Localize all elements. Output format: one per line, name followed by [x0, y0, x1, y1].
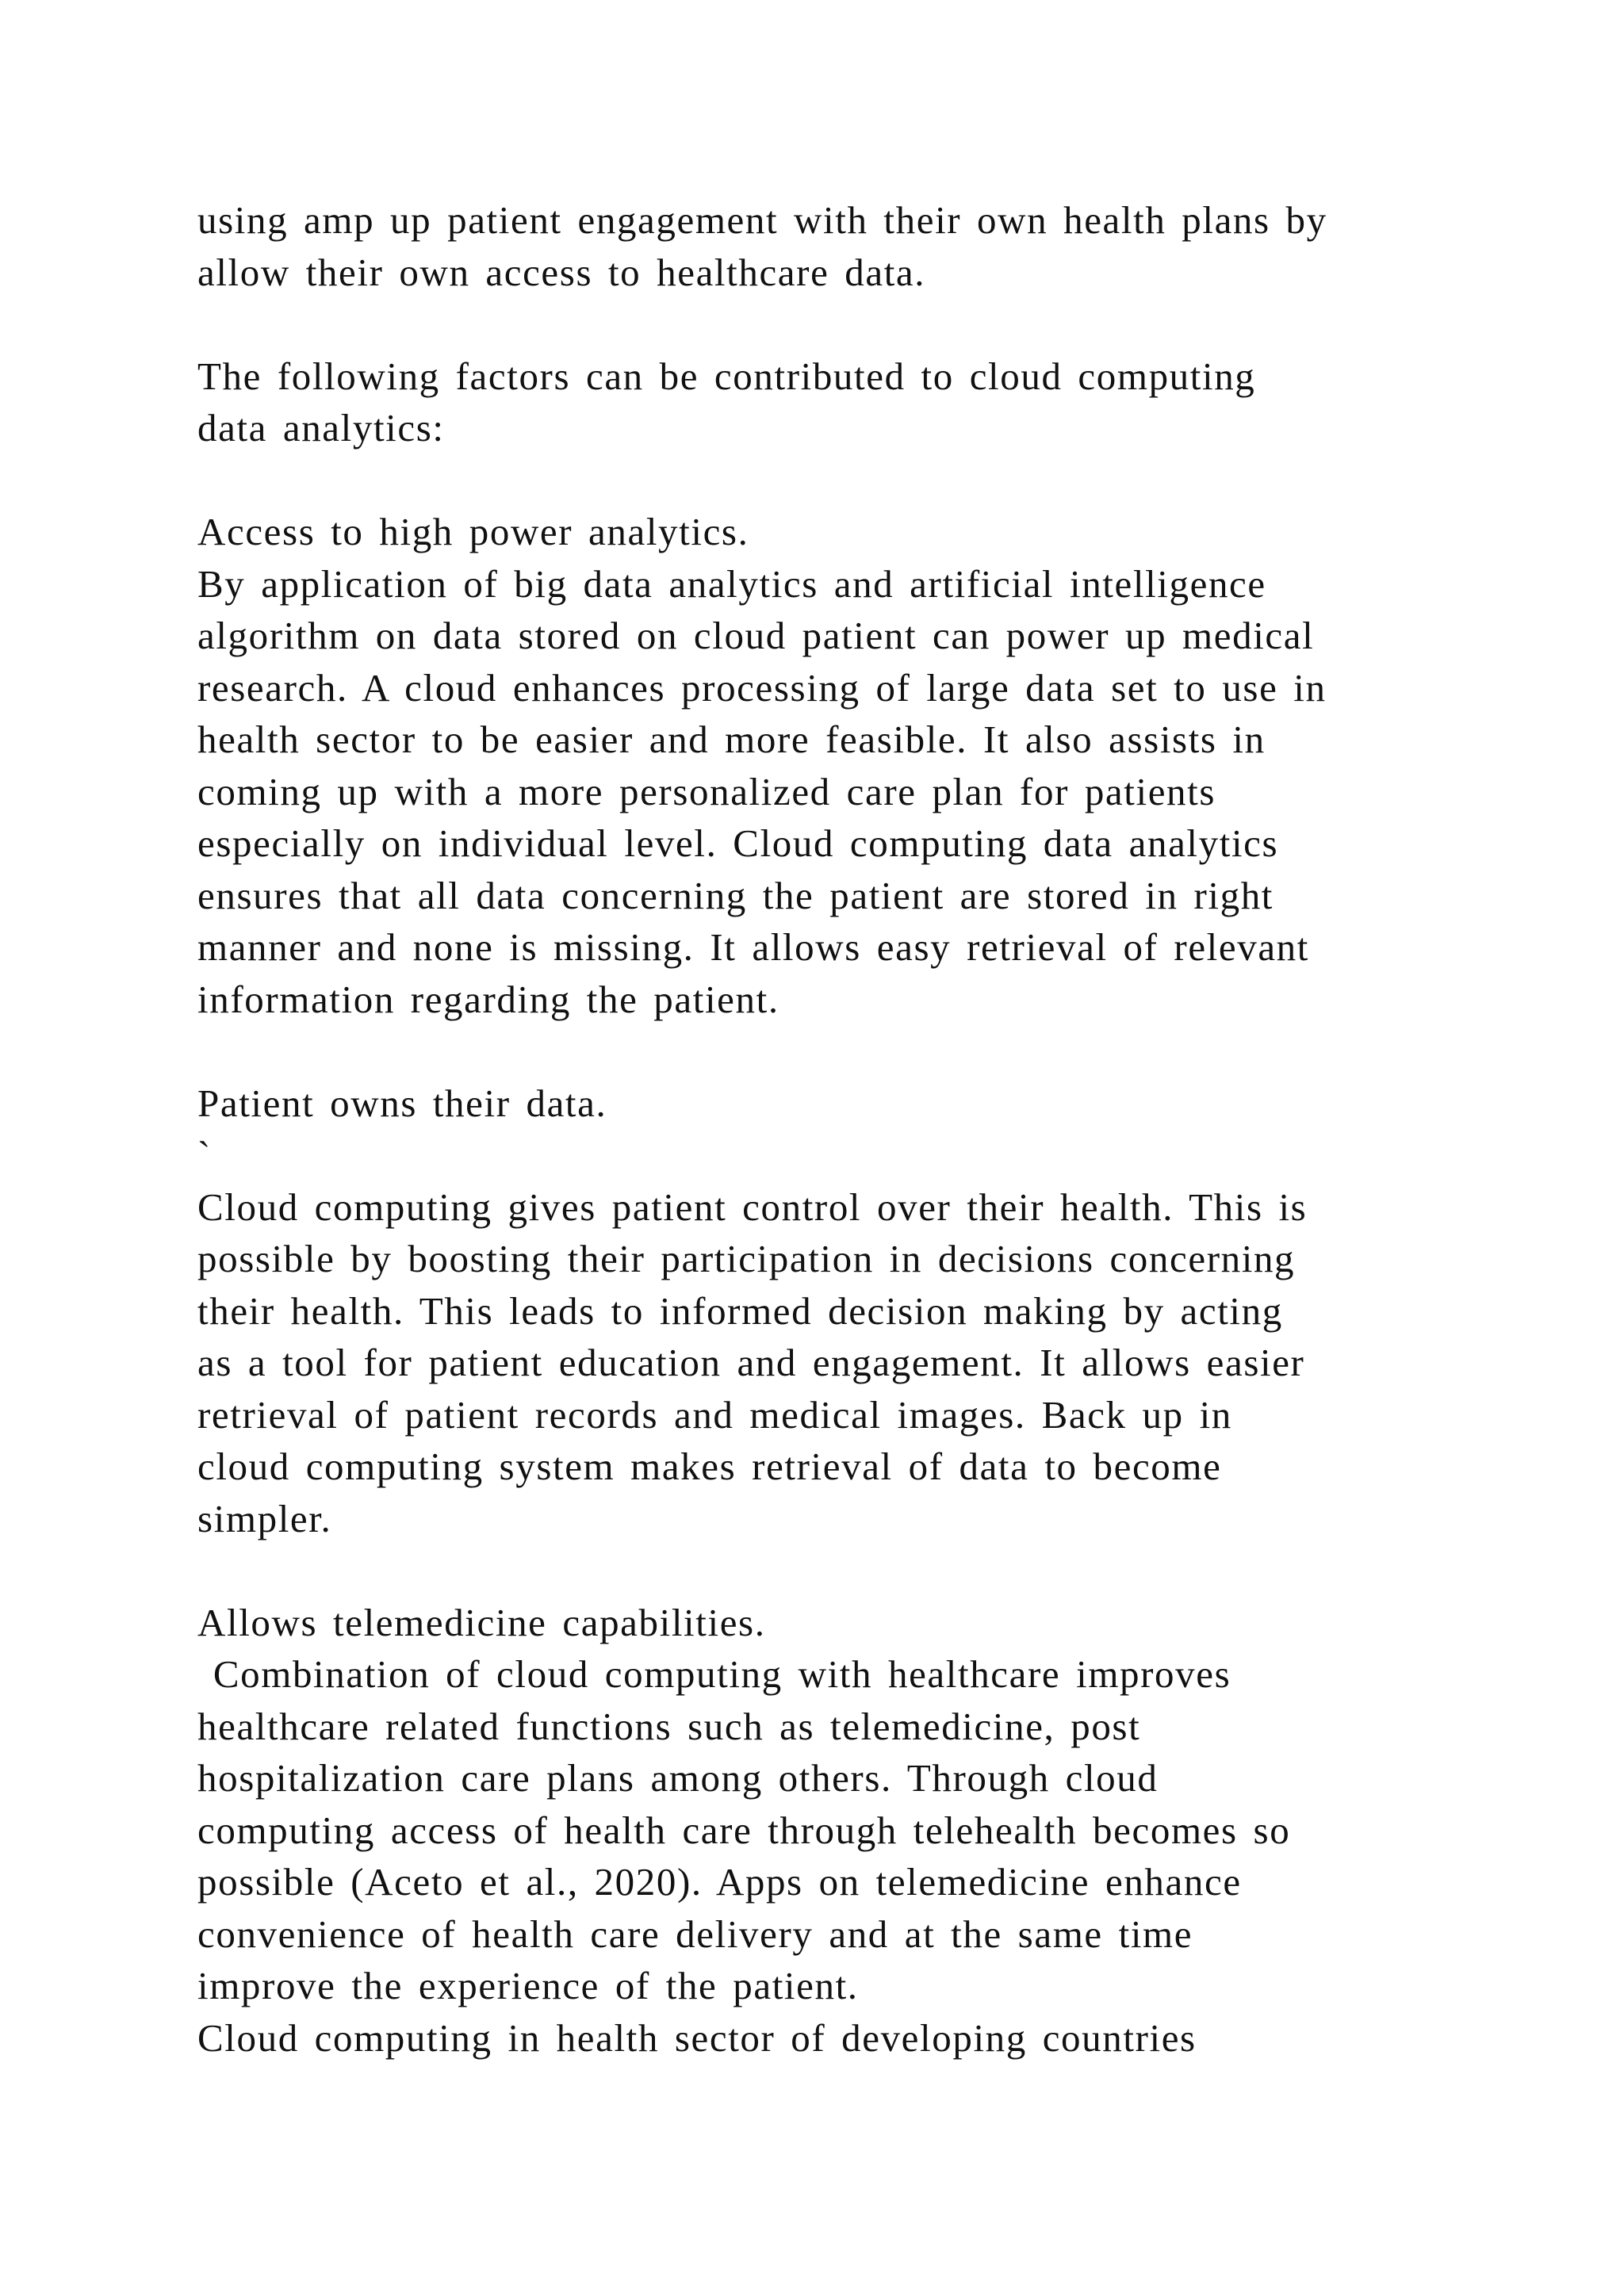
- text-line: simpler.: [197, 1496, 332, 1540]
- text-line: The following factors can be contributed to cloud computing: [197, 354, 1256, 398]
- text-line: Combination of cloud computing with healthcare improves: [197, 1652, 1231, 1696]
- text-line: especially on individual level. Cloud computing data analytics: [197, 821, 1279, 865]
- text-line: cloud computing system makes retrieval of data to become: [197, 1445, 1222, 1488]
- text-line: Cloud computing in health sector of developing countries: [197, 2015, 1197, 2060]
- text-line: as a tool for patient education and engagement. It allows easier: [197, 1341, 1305, 1384]
- text-line: allow their own access to healthcare data.: [197, 250, 926, 294]
- text-line: possible (Aceto et al., 2020). Apps on telemedicine enhance: [197, 1860, 1242, 1904]
- text-line: information regarding the patient.: [197, 977, 779, 1021]
- text-line: data analytics:: [197, 406, 445, 450]
- text-line: retrieval of patient records and medical images. Back up in: [197, 1392, 1232, 1437]
- text-line: Allows telemedicine capabilities.: [197, 1600, 766, 1644]
- text-line: computing access of health care through telehealth becomes so: [197, 1808, 1291, 1852]
- blank-line: [197, 1544, 1466, 1597]
- text-line: coming up with a more personalized care plan for patients: [197, 769, 1216, 813]
- text-line: research. A cloud enhances processing of large data set to use in: [197, 665, 1327, 710]
- document-body: [197, 194, 1466, 2064]
- text-line: their health. This leads to informed decision making by acting: [197, 1288, 1283, 1333]
- text-line: ensures that all data concerning the patient are stored in right: [197, 873, 1274, 917]
- text-line: Patient owns their data.: [197, 1081, 607, 1125]
- blank-line: [197, 454, 1466, 507]
- text-line: convenience of health care delivery and at the same time: [197, 1911, 1193, 1956]
- text-line: `: [197, 1133, 212, 1177]
- text-line: healthcare related functions such as telemedicine, post: [197, 1704, 1141, 1748]
- blank-line: [197, 1025, 1466, 1077]
- text-line: Access to high power analytics.: [197, 510, 749, 553]
- text-line: By application of big data analytics and artificial intelligence: [197, 561, 1266, 606]
- text-line: using amp up patient engagement with their own health plans by: [197, 198, 1327, 242]
- text-line: Cloud computing gives patient control over their health. This is: [197, 1184, 1308, 1229]
- text-line: health sector to be easier and more feasible. It also assists in: [197, 718, 1266, 761]
- text-line: manner and none is missing. It allows easy retrieval of relevant: [197, 925, 1309, 969]
- text-line: possible by boosting their participation in decisions concerning: [197, 1237, 1296, 1280]
- text-line: algorithm on data stored on cloud patient can power up medical: [197, 614, 1315, 657]
- text-line: improve the experience of the patient.: [197, 1964, 859, 2007]
- blank-line: [197, 298, 1466, 350]
- text-line: hospitalization care plans among others. Through cloud: [197, 1756, 1159, 1800]
